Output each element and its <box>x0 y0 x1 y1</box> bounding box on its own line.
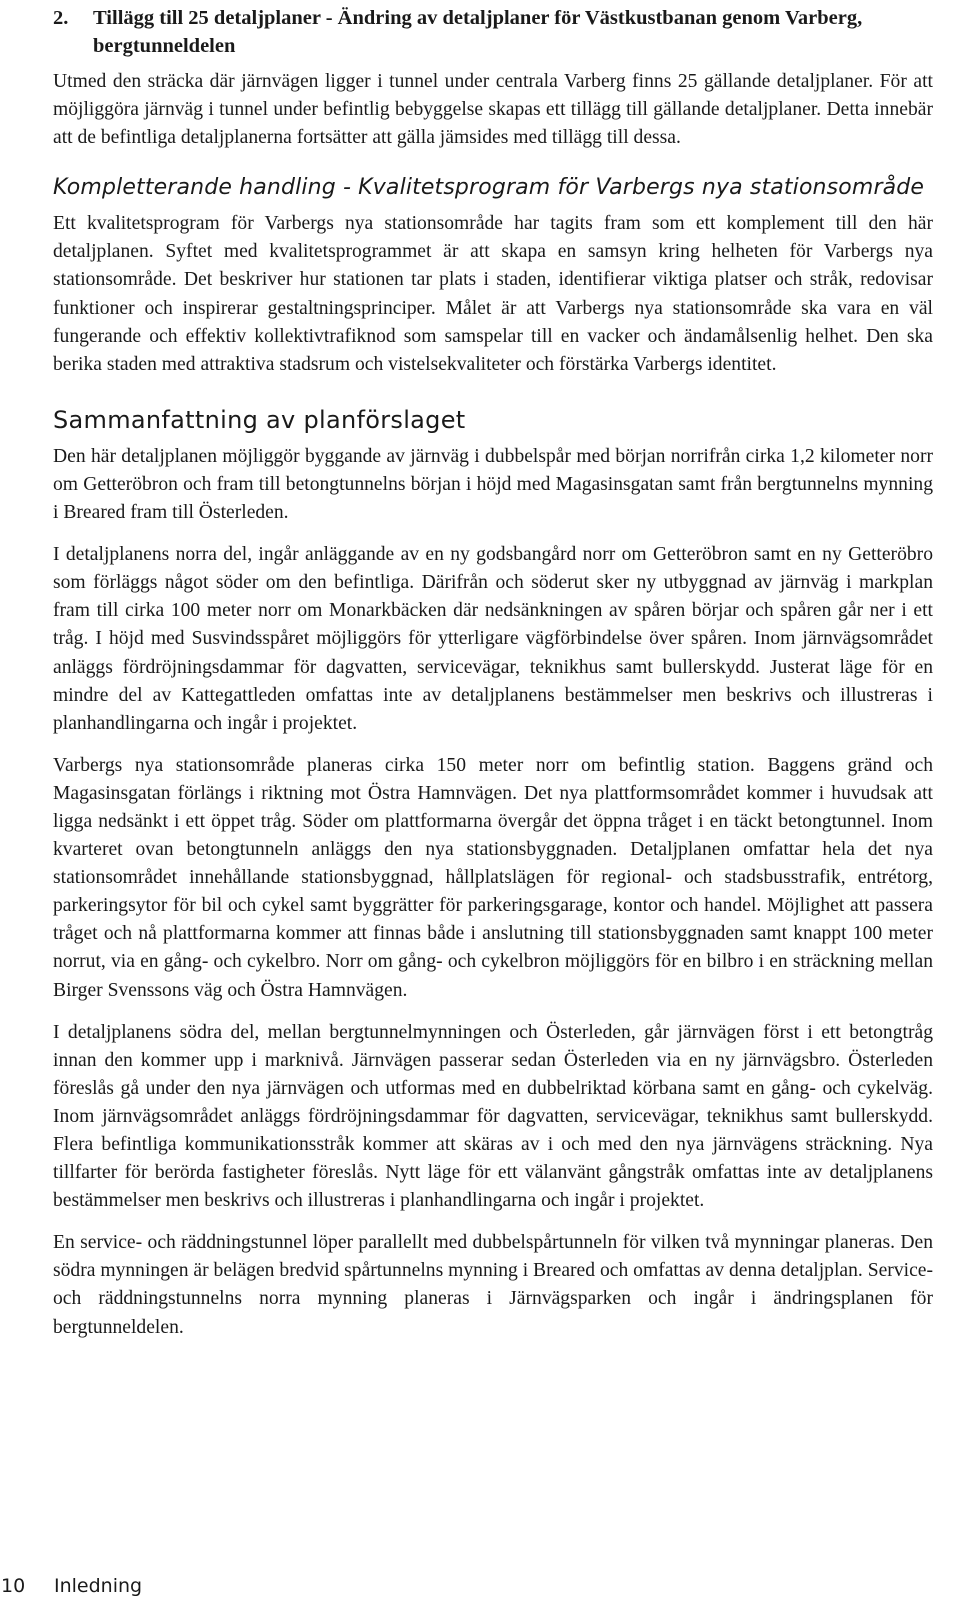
section-number: 2. <box>53 7 69 29</box>
document-page <box>53 0 933 1342</box>
summary-paragraph-5: En service- och räddningstunnel löper parallellt med dubbelspårtunneln för vilken två mynningar planeras. Den södra mynningen är belägen bredvid spårtunnelns mynning i Breared och omfattas av denna detaljplan. Service- och räddningstunnelns norra mynning planeras i Järnvägsparken och ingår i ändringsplanen för bergtunneldelen. <box>53 1232 933 1338</box>
summary-paragraph-3: Varbergs nya stationsområde planeras cirka 150 meter norr om befintlig station. Baggens gränd och Magasinsgatan förlängs i riktning mot Östra Hamnvägen. Det nya plattformsområdet kommer i huvudsak att ligga nedsänkt i ett öppet tråg. Söder om plattformarna övergår det öppna tråget i en täckt betongtunnel. Inom kvarteret ovan betongtunneln anläggs den nya stationsbyggnaden. Detaljplanen omfattar hela det nya stationsområdet innehållande stationsbyggnad, hållplatslägen för regional- och stadsbusstrafik, entrétorg, parkeringsytor för bil och cykel samt byggrätter för parkeringsgarage, kontor och handel. Möjlighet att passera tråget och nå plattformarna kommer att finnas både i anslutning till stationsbyggnaden samt knappt 100 meter norrut, via en gång- och cykelbro. Norr om gång- och cykelbron möjliggörs för en bilbro i en sträckning mellan Birger Svenssons väg och Östra Hamnvägen. <box>53 754 933 1001</box>
summary-paragraph-4: I detaljplanens södra del, mellan bergtunnelmynningen och Österleden, går järnvägen först i ett betongtråg innan den kommer upp i marknivå. Järnvägen passerar sedan Österleden via en ny järnvägsbro. Österleden föreslås gå under den nya järnvägen och utformas med en dubbelriktad körbana samt en gång- och cykelväg. Inom järnvägsområdet anläggs fördröjningsdammar för dagvatten, servicevägar, teknikhus samt bullerskydd. Flera befintliga kommunikationsstråk kommer att skäras av i och med den nya järnvägens sträckning. Nya tillfarter för berörda fastigheter föreslås. Nytt läge för ett välanvänt gångstråk omfattas inte av detaljplanens bestämmelser men beskrivs och illustreras i planhandlingarna och ingår i projektet. <box>53 1021 933 1212</box>
chapter-label: Inledning <box>54 1575 143 1597</box>
section-heading <box>53 4 933 60</box>
summary-heading: Sammanfattning av planförslaget <box>53 405 466 434</box>
intro-paragraph: Utmed den sträcka där järnvägen ligger i tunnel under centrala Varberg finns 25 gällande detaljplaner. För att möjliggöra järnväg i tunnel under befintlig bebyggelse skapas ett tillägg till gällande detaljplaner. Detta innebär att de befintliga detaljplanerna fortsätter att gälla jämsides med tillägg till dessa. <box>53 71 933 149</box>
page-footer <box>0 1572 142 1600</box>
supplement-heading: Kompletterande handling - Kvalitetsprogram för Varbergs nya stationsområde <box>53 175 925 201</box>
summary-paragraph-2: I detaljplanens norra del, ingår anläggande av en ny godsbangård norr om Getteröbron samt en ny Getteröbro som förläggs något söder om den befintliga. Därifrån och söderut sker ny utbyggnad av järnväg i markplan fram till cirka 100 meter norr om Monarkbäcken där nedsänkningen av spåren börjar och spåren går ner i ett tråg. I höjd med Susvindsspåret möjliggörs för ytterligare vägförbindelse över spåren. Inom järnvägsområdet anläggs fördröjningsdammar för dagvatten, servicevägar, teknikhus samt bullerskydd. Justerat läge för en mindre del av Kattegattleden omfattas inte av detaljplanens bestämmelser men beskrivs och illustreras i planhandlingarna och ingår i projektet. <box>53 544 933 734</box>
section-title: Tillägg till 25 detaljplaner - Ändring av detaljplaner för Västkustbanan genom Varberg, bergtunneldelen <box>93 7 863 57</box>
summary-paragraph-1: Den här detaljplanen möjliggör byggande av järnväg i dubbelspår med början norrifrån cirka 1,2 kilometer norr om Getteröbron och fram till betongtunnelns början i höjd med Magasinsgatan samt från bergtunnelns mynning i Breared fram till Österleden. <box>53 445 933 524</box>
supplement-paragraph: Ett kvalitetsprogram för Varbergs nya stationsområde har tagits fram som ett komplement till den här detaljplanen. Syftet med kvalitetsprogrammet är att skapa en samsyn kring helheten för Varbergs nya stationsområde. Det beskriver hur stationen tar plats i staden, identifierar viktiga platser och stråk, redovisar funktioner och inspirerar gestaltningsprinciper. Målet är att Varbergs nya stationsområde ska vara en väl fungerande och effektiv kollektivtrafiknod som samspelar till en vacker och ändamålsenlig helhet. Den ska berika staden med attraktiva stadsrum och vistelsekvaliteter och förstärka Varbergs identitet. <box>53 213 933 375</box>
page-number: 10 <box>1 1575 26 1597</box>
